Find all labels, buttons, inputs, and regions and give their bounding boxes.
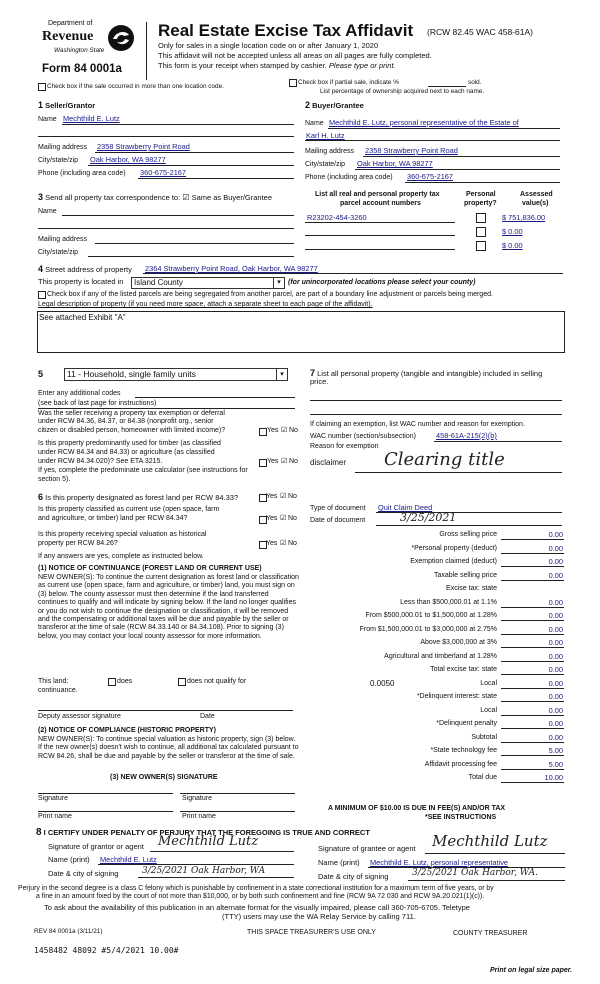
parcel-col2-line2: property? xyxy=(464,200,497,207)
s6-q2-no-checkbox[interactable]: ☑ xyxy=(280,515,287,522)
section7-num: 7 xyxy=(310,368,316,378)
reason-line xyxy=(355,472,562,473)
does-checkbox[interactable] xyxy=(108,678,116,686)
parcel-row2-value[interactable]: $ 0.00 xyxy=(502,227,523,236)
revenue-logo-icon xyxy=(107,24,135,52)
grantor-date-line xyxy=(138,877,294,878)
s6-q3-yes-label: Yes xyxy=(266,540,278,547)
bracket-row-4-value[interactable]: 0.00 xyxy=(548,651,563,661)
s6-q1-yes-label: Yes xyxy=(266,493,278,500)
correspondence-heading-a: Send all property tax correspondence to: xyxy=(45,193,181,202)
multi-location-label: Check box if the sale occurred in more than one location code. xyxy=(47,83,224,90)
alt-format-line2: (TTY) users may use the WA Relay Service by calling 711. xyxy=(222,912,416,921)
interest-row-6-line xyxy=(501,782,564,783)
s6-q3-line2: property per RCW 84.26? xyxy=(38,540,118,547)
buyer-phone-line xyxy=(405,182,560,183)
q2-no-checkbox[interactable]: ☑ xyxy=(281,458,288,465)
interest-row-0-line xyxy=(501,701,564,702)
q2-line3: under RCW 84.34.020)? See ETA 3215. xyxy=(38,458,163,465)
parcel-col1-line2: parcel account numbers xyxy=(340,200,421,207)
parcel-row3-line[interactable] xyxy=(305,249,455,250)
header-note1: Only for sales in a single location code on or after January 1, 2020 xyxy=(158,41,379,50)
property-street-value[interactable]: 2364 Strawberry Point Road, Oak Harbor, WA 98277 xyxy=(145,264,318,273)
same-as-buyer-checkbox[interactable]: ☑ xyxy=(182,193,190,202)
tax-row-2-value[interactable]: 0.00 xyxy=(548,557,563,566)
s6-q1-no-label: No xyxy=(288,493,297,500)
bracket-row-4-line xyxy=(501,661,564,662)
q1-line3: citizen or disabled person, homeowner with limited income)? xyxy=(38,427,226,434)
bracket-row-3-line xyxy=(501,647,564,648)
parcel-row1-line xyxy=(305,222,455,223)
bracket-row-1-line xyxy=(501,620,564,621)
s6-notice1-body: NEW OWNER(S): To continue the current designation as forest land or classification as current use (open space, farm and agriculture, or timber) land, you must sign on (3) below. The county assessor must then determine if the land transferred continues to qualify and will indicate by signing below. If the land no longer qualifies or you do not wish to continue the designation or classification, it will be removed and the compensating or additional taxes will be due and payable by the seller or transferor at the time of sale (RCW 84.33.140 or 84.34.108). Prior to signing (3) below, you may contact your local county assessor for more information. xyxy=(38,574,299,640)
deputy-signature-line[interactable] xyxy=(38,710,293,711)
interest-row-4-value[interactable]: 5.00 xyxy=(548,746,563,755)
interest-row-3-label: Subtotal xyxy=(471,733,497,741)
buyer-name-line xyxy=(328,128,560,129)
correspondence-city-line[interactable] xyxy=(88,256,294,257)
seller-city-line xyxy=(88,165,294,166)
correspondence-heading xyxy=(38,193,272,203)
s6-if-yes: If any answers are yes, complete as instructed below. xyxy=(38,553,204,560)
this-land-label: This land: xyxy=(38,678,69,685)
grantee-date-line xyxy=(408,880,565,881)
parcel-row1-number[interactable]: R23202-454-3260 xyxy=(307,213,367,222)
additional-codes-line[interactable] xyxy=(135,397,295,398)
rev-code: REV 84 0001a (3/11/21) xyxy=(34,928,103,935)
correspondence-name-label: Name xyxy=(38,208,57,215)
seller-mailing-label: Mailing address xyxy=(38,144,88,151)
grantee-date-value[interactable]: 3/25/2021 Oak Harbor, WA. xyxy=(412,868,538,878)
buyer-name-line2 xyxy=(305,140,560,141)
property-street-label xyxy=(38,265,132,275)
bracket-row-1-value[interactable]: 0.00 xyxy=(548,611,563,620)
interest-row-3-line xyxy=(501,742,564,743)
buyer-heading-text: Buyer/Grantee xyxy=(312,101,364,110)
seller-name-value[interactable]: Mechthild E. Lutz xyxy=(63,114,120,123)
interest-row-6-value[interactable]: 10.00 xyxy=(544,773,563,782)
minimum-line1: A MINIMUM OF $10.00 IS DUE IN FEE(S) AND/OR TAX xyxy=(328,805,506,812)
parcel-col3-line2: value(s) xyxy=(522,200,549,207)
parcel-col1-line1: List all real and personal property tax xyxy=(315,191,440,198)
department-line3: Washington State xyxy=(54,47,105,54)
q2-yes-label: Yes xyxy=(267,458,279,465)
bracket-row-3-label: Above $3,000,000 at 3% xyxy=(420,639,497,646)
see-back-label: (see back of last page for instructions) xyxy=(38,400,157,407)
q1-line1: Was the seller receiving a property tax exemption or deferral xyxy=(38,410,225,417)
legal-description-box[interactable] xyxy=(37,311,565,353)
seller-phone-value[interactable]: 360-675-2167 xyxy=(140,168,187,177)
bracket-row-4-label: Agricultural and timberland at 1.28% xyxy=(384,652,497,660)
county-select-value: Island County xyxy=(134,278,183,287)
s6-q2-line2: and agriculture, or timber) land per RCW 84.34? xyxy=(38,515,188,522)
continuance-label: continuance. xyxy=(38,687,78,694)
personal-property-line2[interactable] xyxy=(310,414,562,415)
tax-row-2-label: Exemption claimed (deduct) xyxy=(410,558,497,565)
buyer-mailing-label: Mailing address xyxy=(305,148,355,155)
seller-name-line2 xyxy=(38,136,294,137)
partial-sale-label: Check box if partial sale, indicate % xyxy=(298,79,399,86)
reason-value[interactable]: disclaimer xyxy=(310,458,347,467)
s7-label-line2: price. xyxy=(310,377,329,386)
seller-section-num: 1 xyxy=(38,100,44,110)
tax-row-0-line xyxy=(501,539,564,540)
buyer-city-line xyxy=(355,169,560,170)
s6-notice1-head: (1) NOTICE OF CONTINUANCE (FOREST LAND OR CURRENT USE) xyxy=(38,565,262,572)
property-street-label-text: Street address of property xyxy=(45,265,132,274)
q2-no-label: No xyxy=(289,458,298,465)
bracket-row-5-line xyxy=(501,674,564,675)
seller-mailing-value[interactable]: 2358 Strawberry Point Road xyxy=(97,142,190,151)
bracket-row-2-value[interactable]: 0.00 xyxy=(548,624,563,634)
q1-line2: under RCW 84.36, 84.37, or 84.38 (nonprofit org., senior xyxy=(38,418,214,425)
parcel-row3-value[interactable]: $ 0.00 xyxy=(502,241,523,250)
grantee-sig-line xyxy=(425,853,565,854)
bracket-row-1-label: From $500,000.01 to $1,500,000 at 1.28% xyxy=(365,612,497,619)
treasurer-use: THIS SPACE TREASURER'S USE ONLY xyxy=(247,929,376,936)
parcel-row1-personal-checkbox[interactable] xyxy=(476,213,486,223)
property-section-num: 4 xyxy=(38,264,44,274)
s6-q1-no-checkbox[interactable]: ☑ xyxy=(280,493,287,500)
owner-print-label2: Print name xyxy=(182,813,216,820)
seller-city-value[interactable]: Oak Harbor, WA 98277 xyxy=(90,155,166,164)
buyer-city-label: City/state/zip xyxy=(305,161,346,168)
seller-phone-label: Phone (including area code) xyxy=(38,170,126,177)
multi-location-checkbox[interactable] xyxy=(38,83,46,91)
bracket-row-0-line xyxy=(501,607,564,608)
bracket-row-3-value[interactable]: 0.00 xyxy=(548,638,563,647)
personal-property-line1[interactable] xyxy=(310,400,562,401)
grantor-name-value[interactable]: Mechthild E. Lutz xyxy=(100,855,157,864)
interest-row-1-line xyxy=(501,715,564,716)
wac-value[interactable]: 458-61A-215(2)(b) xyxy=(436,431,497,440)
segregation-label: Check box if any of the listed parcels are being segregated from another parcel, are part of a boundary line adjustment or parcels being merged. xyxy=(47,291,493,298)
q2-yes-checkbox[interactable] xyxy=(259,459,267,467)
seller-city-label: City/state/zip xyxy=(38,157,79,164)
q1-yes-checkbox[interactable] xyxy=(259,428,267,436)
section8-num: 8 xyxy=(36,827,42,838)
legal-paper-note: Print on legal size paper. xyxy=(490,967,573,974)
bracket-row-0-value[interactable]: 0.00 xyxy=(548,597,563,607)
header-note3 xyxy=(158,62,396,71)
s6-notice3-head: (3) NEW OWNER(S) SIGNATURE xyxy=(110,774,218,781)
perjury-line2: a fine in an amount fixed by the court of not more than $10,000, or by both such confinement and fine (RCW 9A 72 030 and RCW 9A.20.021(1)(c)). xyxy=(36,893,485,900)
s6-q1-text: Is this property designated as forest land per RCW 84.33? xyxy=(45,493,239,502)
grantor-name-line xyxy=(98,864,294,865)
owner-signature-label1: Signature xyxy=(38,795,68,802)
buyer-phone-label: Phone (including area code) xyxy=(305,174,393,181)
correspondence-name-line2 xyxy=(38,228,294,229)
bracket-row-5-value[interactable]: 0.00 xyxy=(548,665,563,674)
bracket-row-5-label: Total excise tax: state xyxy=(430,666,497,673)
legal-description-text: See attached Exhibit "A" xyxy=(39,313,126,322)
interest-row-5-line xyxy=(501,769,564,770)
buyer-mailing-line xyxy=(363,156,560,157)
owner-print-label1: Print name xyxy=(38,813,72,820)
minimum-line2: *SEE INSTRUCTIONS xyxy=(425,814,497,821)
tax-row-3-label: Taxable selling price xyxy=(433,571,497,579)
q2-line4: If yes, complete the predominate use calculator (see instructions for xyxy=(38,467,248,474)
seller-name-line xyxy=(62,124,294,125)
doc-date-label: Date of document xyxy=(310,517,366,524)
interest-row-0-value[interactable]: 0.00 xyxy=(548,692,563,701)
form-citation: (RCW 82.45 WAC 458-61A) xyxy=(427,27,533,37)
property-located-label: This property is located in xyxy=(38,277,124,286)
bracket-row-2-line xyxy=(501,634,564,635)
grantor-signature[interactable]: Mechthild Lutz xyxy=(158,834,259,849)
tax-row-3-value[interactable]: 0.00 xyxy=(548,570,563,580)
q2-line5: section 5). xyxy=(38,476,71,483)
buyer-name-value1[interactable]: Mechthild E. Lutz, personal representative of the Estate of xyxy=(329,118,519,127)
doc-date-value[interactable]: 3/25/2021 xyxy=(400,511,457,524)
local-row-value[interactable]: 0.00 xyxy=(548,678,563,688)
property-street-line xyxy=(143,273,563,274)
s6-q2-line1: Is this property classified as current use (open space, farm xyxy=(38,506,220,513)
perjury-line1: Perjury in the second degree is a class C felony which is punishable by confinement in a state correctional institution for a maximum term of five years, or by xyxy=(18,885,494,892)
interest-row-2-label: *Delinquent penalty xyxy=(436,720,497,727)
interest-row-1-label: Local xyxy=(480,706,497,714)
grantee-sig-label: Signature of grantee or agent xyxy=(318,844,416,853)
owner-print-line2[interactable] xyxy=(180,811,295,812)
wac-note: If claiming an exemption, list WAC number and reason for exemption. xyxy=(310,421,525,428)
doc-type-label: Type of document xyxy=(310,505,366,512)
q1-no-label: No xyxy=(289,427,298,434)
seller-heading-text: Seller/Grantor xyxy=(45,101,96,110)
county-dropdown-chevron-icon[interactable]: ▾ xyxy=(273,278,284,288)
excise-state-label: Excise tax: state xyxy=(446,585,497,592)
interest-row-4-label: *State technology fee xyxy=(430,747,497,754)
reason-handwritten: Clearing title xyxy=(384,449,505,470)
parcel-row1-value[interactable]: $ 751,836.00 xyxy=(502,213,546,222)
parcel-row3-personal-checkbox[interactable] xyxy=(476,241,486,251)
buyer-phone-value[interactable]: 360-675-2167 xyxy=(407,172,454,181)
department-line2: Revenue xyxy=(42,29,94,44)
interest-row-4-line xyxy=(501,755,564,756)
s6-q3-line1: Is this property receiving special valuation as historical xyxy=(38,531,207,538)
s6-q3-no-label: No xyxy=(288,540,297,547)
land-use-value: 11 - Household, single family units xyxy=(67,369,196,379)
interest-row-6-label: Total due xyxy=(468,774,497,781)
grantee-date-label: Date & city of signing xyxy=(318,872,389,881)
seller-heading xyxy=(38,101,95,111)
wac-label: WAC number (section/subsection) xyxy=(310,433,416,440)
s6-q3-no-checkbox[interactable]: ☑ xyxy=(280,540,287,547)
alt-format-line1: To ask about the availability of this publication in an alternate format for the visually impaired, please call 360-705-6705. Teletype xyxy=(44,903,470,912)
section6-num: 6 xyxy=(38,492,44,502)
partial-sale-suffix: sold. xyxy=(468,79,482,86)
local-rate-value: 0.0050 xyxy=(370,678,395,688)
wac-line xyxy=(434,441,562,442)
parcel-row2-personal-checkbox[interactable] xyxy=(476,227,486,237)
buyer-heading xyxy=(305,101,364,111)
additional-codes-line2[interactable] xyxy=(38,408,295,409)
section5-num: 5 xyxy=(38,369,44,379)
header-note3a: This form is your receipt when stamped by cashier. xyxy=(158,61,327,70)
s6-q2-yes-label: Yes xyxy=(266,515,278,522)
land-use-dropdown-chevron-icon[interactable]: ▾ xyxy=(276,369,287,380)
land-use-select[interactable] xyxy=(64,368,288,381)
q1-no-checkbox[interactable]: ☑ xyxy=(281,427,288,434)
department-line1: Department of xyxy=(48,20,93,27)
does-not-checkbox[interactable] xyxy=(178,678,186,686)
owner-signature-label2: Signature xyxy=(182,795,212,802)
seller-mailing-line xyxy=(95,152,294,153)
s7-label-text: List all personal property (tangible and intangible) included in selling xyxy=(317,369,543,378)
grantee-name-label: Name (print) xyxy=(318,858,360,867)
partial-sale-percent-line xyxy=(428,86,466,87)
form-title: Real Estate Excise Tax Affidavit xyxy=(158,21,414,40)
bracket-row-0-label: Less than $500,000.01 at 1.1% xyxy=(400,598,497,606)
header-note2: This affidavit will not be accepted unless all areas on all pages are fully completed. xyxy=(158,51,432,60)
buyer-name-value2[interactable]: Karl H. Lutz xyxy=(306,131,345,140)
interest-row-5-label: Affidavit processing fee xyxy=(424,760,497,768)
deputy-signature-label: Deputy assessor signature xyxy=(38,713,121,720)
s6-notice2-head: (2) NOTICE OF COMPLIANCE (HISTORIC PROPERTY) xyxy=(38,727,216,734)
owner-print-line1[interactable] xyxy=(38,811,173,812)
interest-row-2-line xyxy=(501,728,564,729)
reason-label: Reason for exemption xyxy=(310,443,379,450)
q2-line2: under RCW 84.34 and 84.33) or agriculture (as classified xyxy=(38,449,215,456)
correspondence-heading-b: Same as Buyer/Grantee xyxy=(191,193,273,202)
interest-row-0-label: *Delinquent interest: state xyxy=(416,693,497,700)
seller-name-label: Name xyxy=(38,116,57,123)
owner-signature-line2[interactable] xyxy=(180,793,295,794)
grantee-signature[interactable]: Mechthild Lutz xyxy=(432,832,548,850)
county-treasurer: COUNTY TREASURER xyxy=(453,930,528,937)
owner-signature-line1[interactable] xyxy=(38,793,173,794)
form-number: Form 84 0001a xyxy=(42,63,122,75)
doc-type-value[interactable]: Quit Claim Deed xyxy=(378,503,433,512)
correspondence-city-label: City/state/zip xyxy=(38,249,79,256)
correspondence-mailing-label: Mailing address xyxy=(38,236,88,243)
s7-label-line1 xyxy=(310,369,542,379)
buyer-mailing-value[interactable]: 2358 Strawberry Point Road xyxy=(365,146,458,155)
county-note: (for unincorporated locations please select your county) xyxy=(288,279,476,286)
grantor-sig-label: Signature of grantor or agent xyxy=(48,842,144,851)
grantor-sig-line xyxy=(150,851,294,852)
grantor-date-value[interactable]: 3/25/2021 Oak Harbor, WA xyxy=(142,866,266,876)
interest-row-3-value[interactable]: 0.00 xyxy=(548,732,563,742)
tax-row-1-value[interactable]: 0.00 xyxy=(548,543,563,553)
legal-label: Legal description of property (if you need more space, attach a separate sheet to each page of the affidavit). xyxy=(38,301,373,308)
grantor-date-label: Date & city of signing xyxy=(48,869,119,878)
interest-row-1-value[interactable]: 0.00 xyxy=(548,705,563,715)
local-row-label: Local xyxy=(480,679,497,687)
does-label: does xyxy=(117,678,133,685)
tax-row-0-label: Gross selling price xyxy=(439,531,497,538)
additional-codes-label: Enter any additional codes xyxy=(38,390,121,397)
tax-row-3-line xyxy=(501,580,564,581)
certify-text: I CERTIFY UNDER PENALTY OF PERJURY THAT THE FOREGOING IS TRUE AND CORRECT xyxy=(43,828,370,837)
interest-row-5-value[interactable]: 5.00 xyxy=(548,759,563,769)
q2-line1: Is this property predominantly used for timber (as classified xyxy=(38,440,221,447)
s6-q1 xyxy=(38,493,238,503)
parcel-row2-line[interactable] xyxy=(305,235,455,236)
doc-date-line xyxy=(376,525,562,526)
partial-sale-checkbox[interactable] xyxy=(289,79,297,87)
county-select[interactable] xyxy=(131,277,285,289)
does-not-label: does not qualify for xyxy=(187,678,247,685)
segregation-checkbox[interactable] xyxy=(38,291,46,299)
correspondence-mailing-line[interactable] xyxy=(95,243,294,244)
header-divider xyxy=(146,22,147,80)
seller-phone-line xyxy=(138,178,294,179)
interest-row-2-value[interactable]: 0.00 xyxy=(548,719,563,728)
grantee-name-value[interactable]: Mechthild E. Lutz, personal representative xyxy=(370,858,509,867)
buyer-section-num: 2 xyxy=(305,100,311,110)
tax-row-1-line xyxy=(501,553,564,554)
parcel-col3-line1: Assessed xyxy=(520,191,553,198)
treasurer-stamp: 1458482 48092 #5/4/2021 10.00# xyxy=(34,946,179,955)
local-row-line xyxy=(501,688,564,689)
correspondence-name-line[interactable] xyxy=(62,215,294,216)
buyer-name-label: Name xyxy=(305,120,324,127)
tax-row-1-label: *Personal property (deduct) xyxy=(411,544,497,552)
tax-row-0-value[interactable]: 0.00 xyxy=(548,530,563,539)
header-note3b: Please type or print. xyxy=(328,61,396,70)
deputy-date-label: Date xyxy=(200,713,215,720)
s6-notice2-body: NEW OWNER(S): To continue special valuation as historic property, sign (3) below. If the new owner(s) doesn't wish to continue, all additional tax calculated pursuant to RCW 84.26, shall be due and payable by the seller or transferor at the time of sale. xyxy=(38,736,299,760)
tax-row-2-line xyxy=(501,566,564,567)
ownership-note: List percentage of ownership acquired next to each name. xyxy=(320,88,485,95)
parcel-col2-line1: Personal xyxy=(466,191,496,198)
grantor-name-label: Name (print) xyxy=(48,855,90,864)
s6-q2-no-label: No xyxy=(288,515,297,522)
buyer-city-value[interactable]: Oak Harbor, WA 98277 xyxy=(357,159,433,168)
correspondence-section-num: 3 xyxy=(38,192,44,202)
q1-yes-label: Yes xyxy=(267,427,279,434)
bracket-row-2-label: From $1,500,000.01 to $3,000,000 at 2.75% xyxy=(359,625,497,633)
